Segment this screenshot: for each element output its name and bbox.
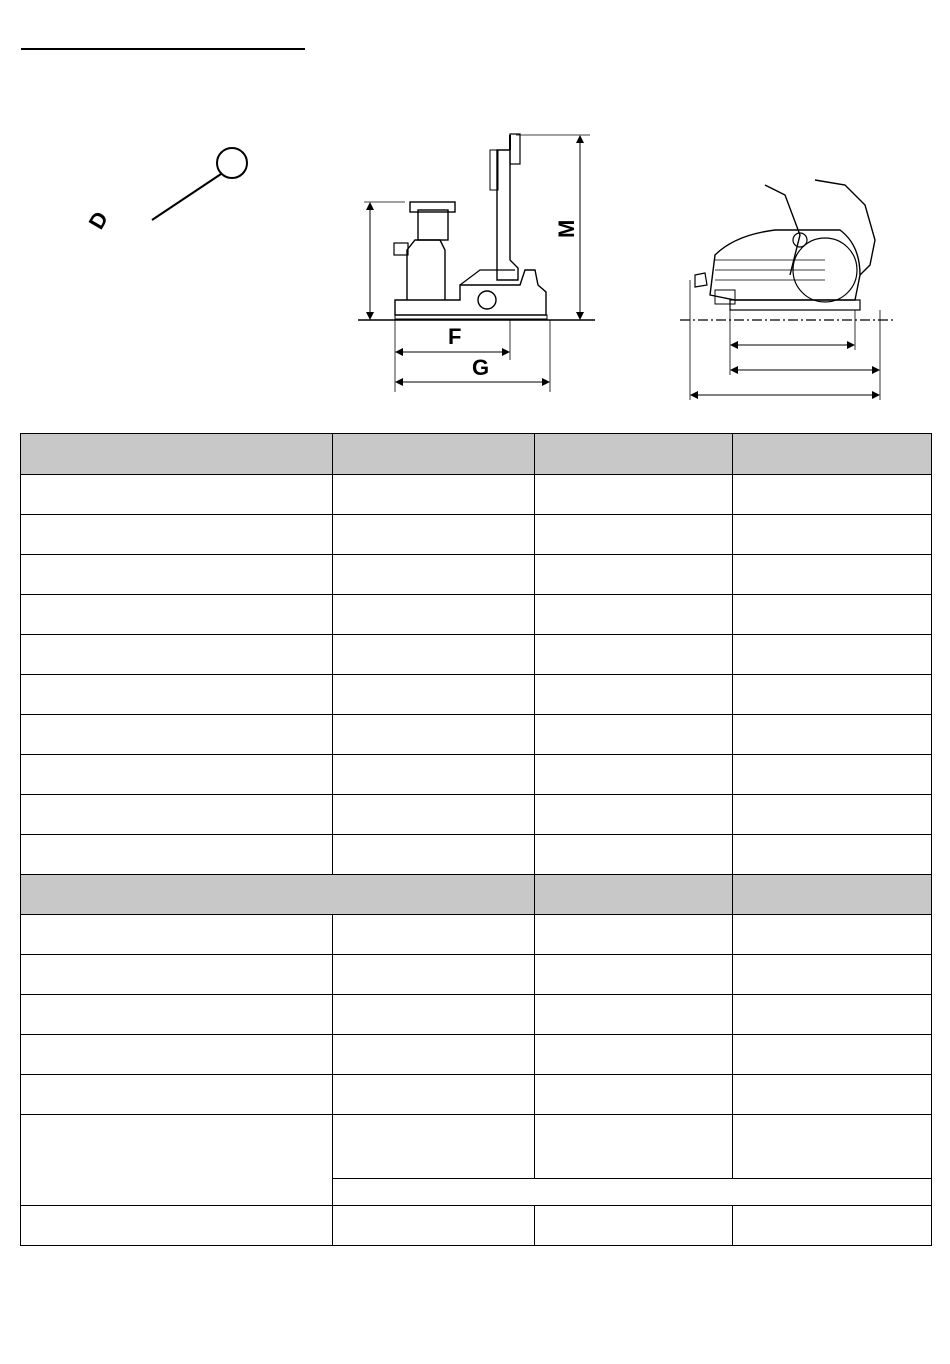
table-cell	[733, 715, 932, 755]
front-view-figure	[675, 165, 905, 405]
table-cell	[535, 635, 733, 675]
table-row	[21, 1206, 932, 1246]
table-cell	[733, 675, 932, 715]
table-cell	[333, 515, 535, 555]
table-cell	[21, 1115, 333, 1206]
table-cell	[21, 755, 333, 795]
dim-label-m: M	[554, 219, 579, 238]
table-cell	[733, 915, 932, 955]
table-cell	[535, 795, 733, 835]
leader-line	[152, 174, 221, 220]
table-cell	[333, 955, 535, 995]
table-cell	[535, 515, 733, 555]
table-cell	[333, 635, 535, 675]
table-cell	[733, 555, 932, 595]
table-cell	[21, 835, 333, 875]
table-row	[21, 1075, 932, 1115]
table-row	[21, 675, 932, 715]
table-cell	[535, 555, 733, 595]
table-row	[21, 995, 932, 1035]
table-cell	[21, 515, 333, 555]
table-cell	[733, 595, 932, 635]
table-cell	[733, 434, 932, 475]
table-cell	[733, 835, 932, 875]
table-cell	[333, 434, 535, 475]
title-underline	[21, 48, 305, 50]
table-cell	[733, 755, 932, 795]
table-cell	[21, 995, 333, 1035]
table-cell	[535, 755, 733, 795]
table-row	[21, 715, 932, 755]
table-row	[21, 955, 932, 995]
table-cell	[733, 635, 932, 675]
table-row	[21, 1115, 932, 1179]
specifications-table	[20, 433, 932, 1246]
dim-label-g: G	[472, 355, 490, 380]
dim-label-d: D	[83, 207, 114, 234]
table-cell	[535, 995, 733, 1035]
table-cell	[333, 475, 535, 515]
table-row	[21, 755, 932, 795]
table-cell	[21, 475, 333, 515]
table-cell	[21, 875, 535, 915]
table-cell	[535, 1206, 733, 1246]
table-cell	[333, 1206, 535, 1246]
table-cell	[733, 475, 932, 515]
table-cell	[535, 715, 733, 755]
table-cell	[333, 715, 535, 755]
table-row	[21, 555, 932, 595]
table-cell	[333, 675, 535, 715]
table-cell	[21, 635, 333, 675]
table-cell	[733, 955, 932, 995]
table-row	[21, 915, 932, 955]
table-cell	[333, 1035, 535, 1075]
blade-circle-icon	[217, 148, 247, 178]
table-cell	[535, 955, 733, 995]
table-cell	[21, 955, 333, 995]
table-cell	[733, 1075, 932, 1115]
table-cell	[21, 795, 333, 835]
table-row	[21, 475, 932, 515]
table-cell	[733, 1115, 932, 1179]
table-cell	[21, 715, 333, 755]
table-cell	[333, 835, 535, 875]
table-row	[21, 835, 932, 875]
dim-label-f: F	[448, 324, 462, 349]
table-cell	[535, 434, 733, 475]
table-cell	[333, 915, 535, 955]
table-cell	[733, 795, 932, 835]
table-cell	[333, 755, 535, 795]
table-cell	[21, 595, 333, 635]
table-cell	[333, 1179, 932, 1206]
table-cell	[733, 1206, 932, 1246]
table-cell	[21, 1035, 333, 1075]
table-header-row	[21, 434, 932, 475]
table-cell	[333, 1075, 535, 1115]
table-cell	[535, 1075, 733, 1115]
table-cell	[333, 795, 535, 835]
table-cell	[535, 675, 733, 715]
table-cell	[535, 1115, 733, 1179]
table-cell	[535, 915, 733, 955]
side-view-figure	[350, 120, 610, 400]
table-cell	[21, 555, 333, 595]
table-cell	[535, 595, 733, 635]
table-cell	[535, 1035, 733, 1075]
table-cell	[21, 675, 333, 715]
table-cell	[733, 995, 932, 1035]
table-cell	[333, 995, 535, 1035]
table-row	[21, 595, 932, 635]
table-cell	[333, 595, 535, 635]
table-cell	[733, 875, 932, 915]
table-cell	[21, 1206, 333, 1246]
table-cell	[21, 1075, 333, 1115]
table-section-header-row	[21, 875, 932, 915]
table-cell	[733, 515, 932, 555]
table-row	[21, 515, 932, 555]
table-cell	[333, 555, 535, 595]
table-cell	[535, 835, 733, 875]
table-row	[21, 795, 932, 835]
blade-diameter-figure	[60, 130, 290, 240]
table-cell	[535, 875, 733, 915]
table-row	[21, 635, 932, 675]
table-cell	[333, 1115, 535, 1179]
table-cell	[21, 915, 333, 955]
table-cell	[733, 1035, 932, 1075]
table-cell	[535, 475, 733, 515]
table-row	[21, 1035, 932, 1075]
table-cell	[21, 434, 333, 475]
